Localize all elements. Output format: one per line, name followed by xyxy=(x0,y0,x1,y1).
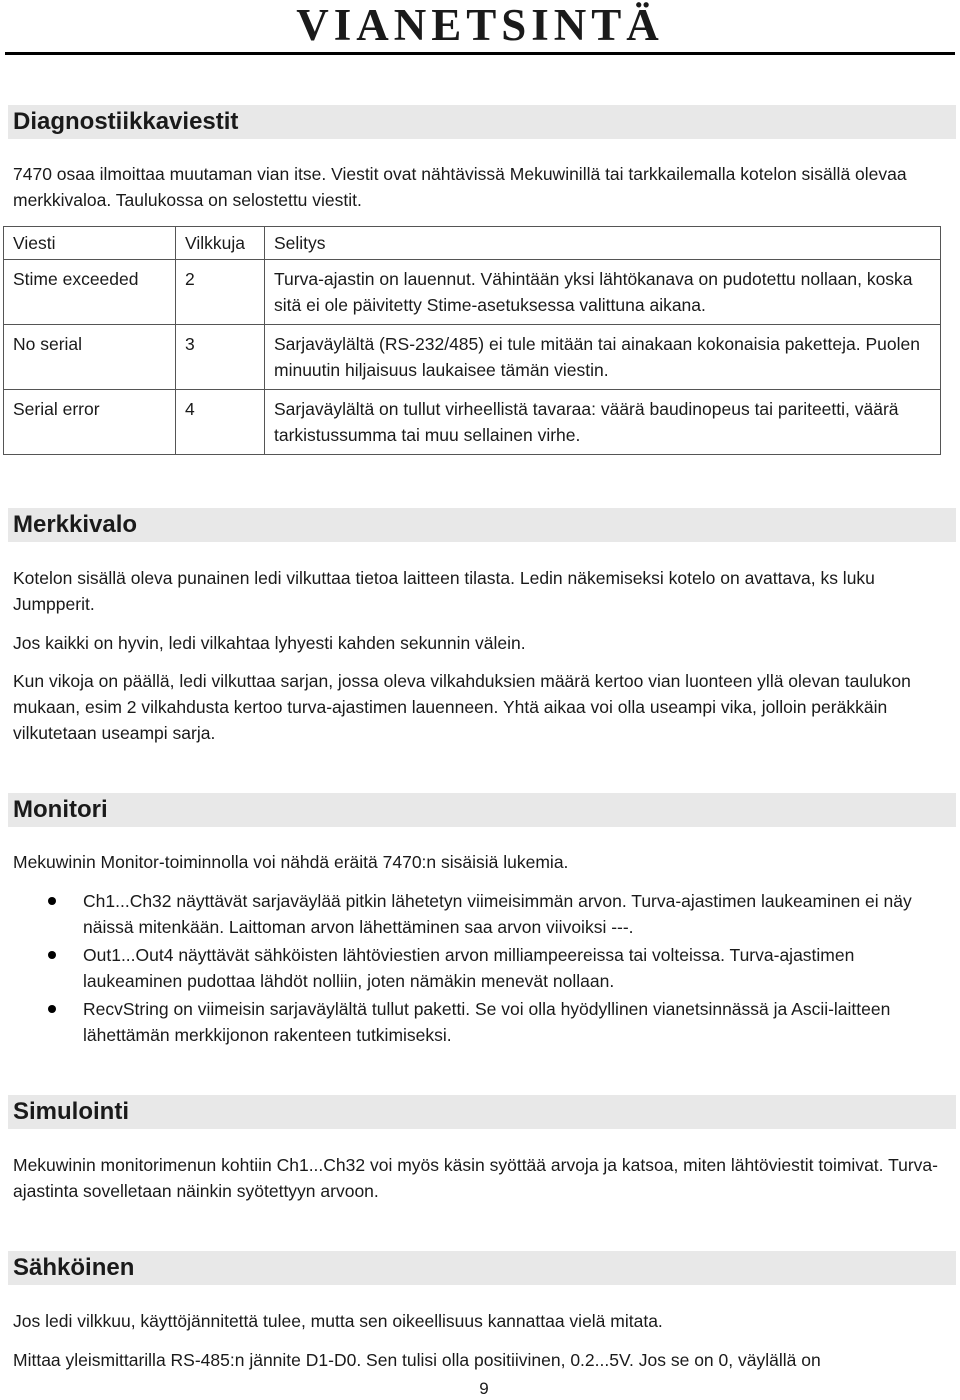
message-cell: Serial error xyxy=(4,390,176,455)
section-heading-led: Merkkivalo xyxy=(8,508,956,542)
led-paragraph-1: Kotelon sisällä oleva punainen ledi vilkuttaa tietoa laitteen tilasta. Ledin näkemiseksi kotelo on avattava, ks luku Jumpperit. xyxy=(13,568,875,614)
monitor-bullet-list xyxy=(13,888,943,1050)
electrical-paragraph-2: Mittaa yleismittarilla RS-485:n jännite D1-D0. Sen tulisi olla positiivinen, 0.2...5V. Jos se on 0, väylällä on xyxy=(13,1350,821,1370)
blinks-cell: 2 xyxy=(176,260,265,325)
bullet-icon xyxy=(48,1005,56,1013)
list-item-text: Out1...Out4 näyttävät sähköisten lähtöviestien arvon milliampeereissa tai volteissa. Turva-ajastimen laukeaminen pudottaa lähdöt nolliin, joten nämäkin menevät nollaan. xyxy=(83,945,855,991)
table-row xyxy=(4,390,941,455)
list-item-text: RecvString on viimeisin sarjaväylältä tullut paketti. Se voi olla hyödyllinen vianetsinnässä ja Ascii-laitteen lähettämän merkkijonon rakenteen tutkimiseksi. xyxy=(83,999,891,1045)
page-number: 9 xyxy=(479,1379,489,1398)
list-item xyxy=(13,942,943,994)
list-item-text: Ch1...Ch32 näyttävät sarjaväylää pitkin lähetetyn viimeisimmän arvon. Turva-ajastimen laukeaminen ei näy näissä mitenkään. Laittoman arvon lähettäminen saa arvon viivoiksi ---. xyxy=(83,891,912,937)
description-cell: Sarjaväylältä on tullut virheellistä tavaraa: väärä baudinopeus tai pariteetti, väärä tarkistussumma tai muu sellainen virhe. xyxy=(265,390,941,455)
bullet-icon xyxy=(48,951,56,959)
list-item xyxy=(13,996,943,1048)
description-cell: Sarjaväylältä (RS-232/485) ei tule mitään tai ainakaan kokonaisia paketteja. Puolen minuutin hiljaisuus laukaisee tämän viestin. xyxy=(265,325,941,390)
section-heading-monitor: Monitori xyxy=(8,793,956,827)
table-header-cell: Vilkkuja xyxy=(176,227,265,260)
blinks-cell: 4 xyxy=(176,390,265,455)
section-heading-simulation: Simulointi xyxy=(8,1095,956,1129)
diagnostics-table xyxy=(3,226,941,455)
monitor-intro: Mekuwinin Monitor-toiminnolla voi nähdä eräitä 7470:n sisäisiä lukemia. xyxy=(13,852,569,872)
bullet-icon xyxy=(48,897,56,905)
diagnostics-intro: 7470 osaa ilmoittaa muutaman vian itse. Viestit ovat nähtävissä Mekuwinillä tai tarkkailemalla kotelon sisällä olevaa merkkivaloa. Taulukossa on selostettu viestit. xyxy=(13,164,907,210)
table-header-cell: Selitys xyxy=(265,227,941,260)
message-cell: No serial xyxy=(4,325,176,390)
description-cell: Turva-ajastin on lauennut. Vähintään yksi lähtökanava on pudotettu nollaan, koska sitä ei ole päivitetty Stime-asetuksessa valittuna aikana. xyxy=(265,260,941,325)
list-item xyxy=(13,888,943,940)
section-heading-diagnostics: Diagnostiikkaviestit xyxy=(8,105,956,139)
page-title: VIANETSINTÄ xyxy=(296,0,664,50)
table-row xyxy=(4,260,941,325)
title-rule xyxy=(5,52,955,55)
electrical-paragraph-1: Jos ledi vilkkuu, käyttöjännitettä tulee, mutta sen oikeellisuus kannattaa vielä mitata. xyxy=(13,1311,663,1331)
table-header-cell: Viesti xyxy=(4,227,176,260)
simulation-paragraph: Mekuwinin monitorimenun kohtiin Ch1...Ch32 voi myös käsin syöttää arvoja ja katsoa, miten lähtöviestit toimivat. Turva-ajastinta sovelletaan näinkin syötettyyn arvoon. xyxy=(13,1155,938,1201)
message-cell: Stime exceeded xyxy=(4,260,176,325)
led-paragraph-2: Jos kaikki on hyvin, ledi vilkahtaa lyhyesti kahden sekunnin välein. xyxy=(13,633,526,653)
table-row xyxy=(4,325,941,390)
section-heading-electrical: Sähköinen xyxy=(8,1251,956,1285)
led-paragraph-3: Kun vikoja on päällä, ledi vilkuttaa sarjan, jossa oleva vilkahduksien määrä kertoo vian luonteen yllä olevan taulukon mukaan, esim 2 vilkahdusta kertoo turva-ajastimen lauenneen. Yhtä aikaa voi olla useampi vika, jolloin peräkkäin vilkutetaan useampi sarja. xyxy=(13,671,911,743)
blinks-cell: 3 xyxy=(176,325,265,390)
table-header-row xyxy=(4,227,941,260)
